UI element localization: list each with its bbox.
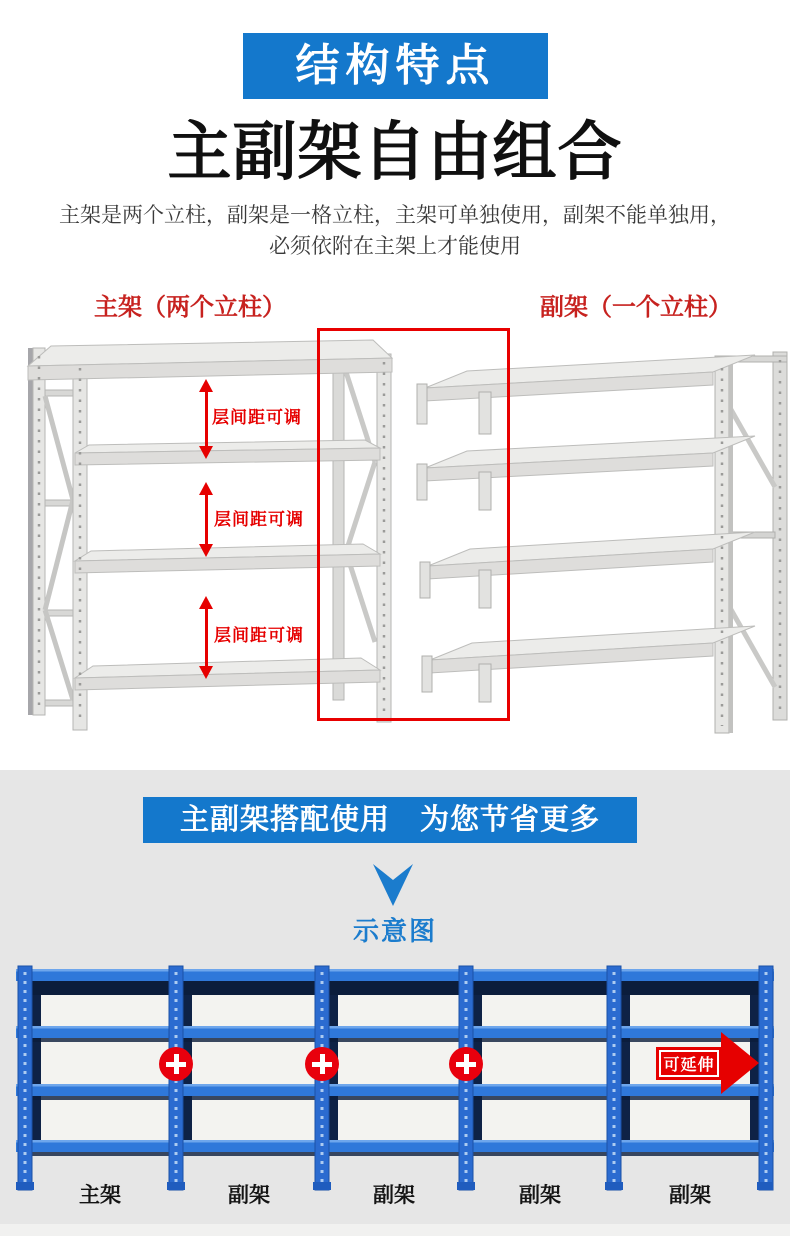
schematic-caption: 示意图 [352,916,437,946]
extend-arrow-head [721,1032,759,1094]
bay-interiors [32,981,759,1152]
feature-badge: 结构特点 [243,33,548,99]
rack-label-sub: 副架 [373,1184,415,1207]
rack-label-sub: 副架 [669,1184,711,1207]
arrow-shaft [205,388,208,450]
rack-label-sub: 副架 [228,1184,270,1207]
plus-icon [305,1047,339,1081]
combo-banner: 主副架搭配使用 为您节省更多 [143,797,637,843]
description [0,200,790,262]
joint-highlight-box [317,328,510,721]
extend-arrow-icon [656,1032,760,1094]
sub-frame-label: 副架（一个立柱） [540,294,732,321]
spacing-arrow-3 [199,596,213,679]
spacing-arrow-2 [199,482,213,557]
footer-strip [0,1224,790,1236]
description-line-1: 主架是两个立柱，副架是一格立柱，主架可单独使用，副架不能单独用， [59,204,731,227]
page-title: 主副架自由组合 [167,116,623,188]
spacing-note-2: 层间距可调 [214,510,304,529]
main-frame-label: 主架（两个立柱） [94,294,286,321]
extend-arrow-body [656,1047,722,1080]
arrow-shaft [205,605,208,670]
left-end-frame [28,348,87,730]
plus-icon [159,1047,193,1081]
rack-label-main: 主架 [79,1184,121,1207]
plus-icon [449,1047,483,1081]
top-shadow-band [18,981,773,995]
extend-label: 可延伸 [663,1057,715,1074]
arrow-shaft [205,491,208,548]
spacing-arrow-1 [199,379,213,459]
spacing-note-3: 层间距可调 [214,626,304,645]
down-arrow-icon [371,862,415,908]
description-line-2: 必须依附在主架上才能使用 [269,235,521,258]
spacing-note-1: 层间距可调 [212,408,302,427]
rack-label-sub: 副架 [519,1184,561,1207]
